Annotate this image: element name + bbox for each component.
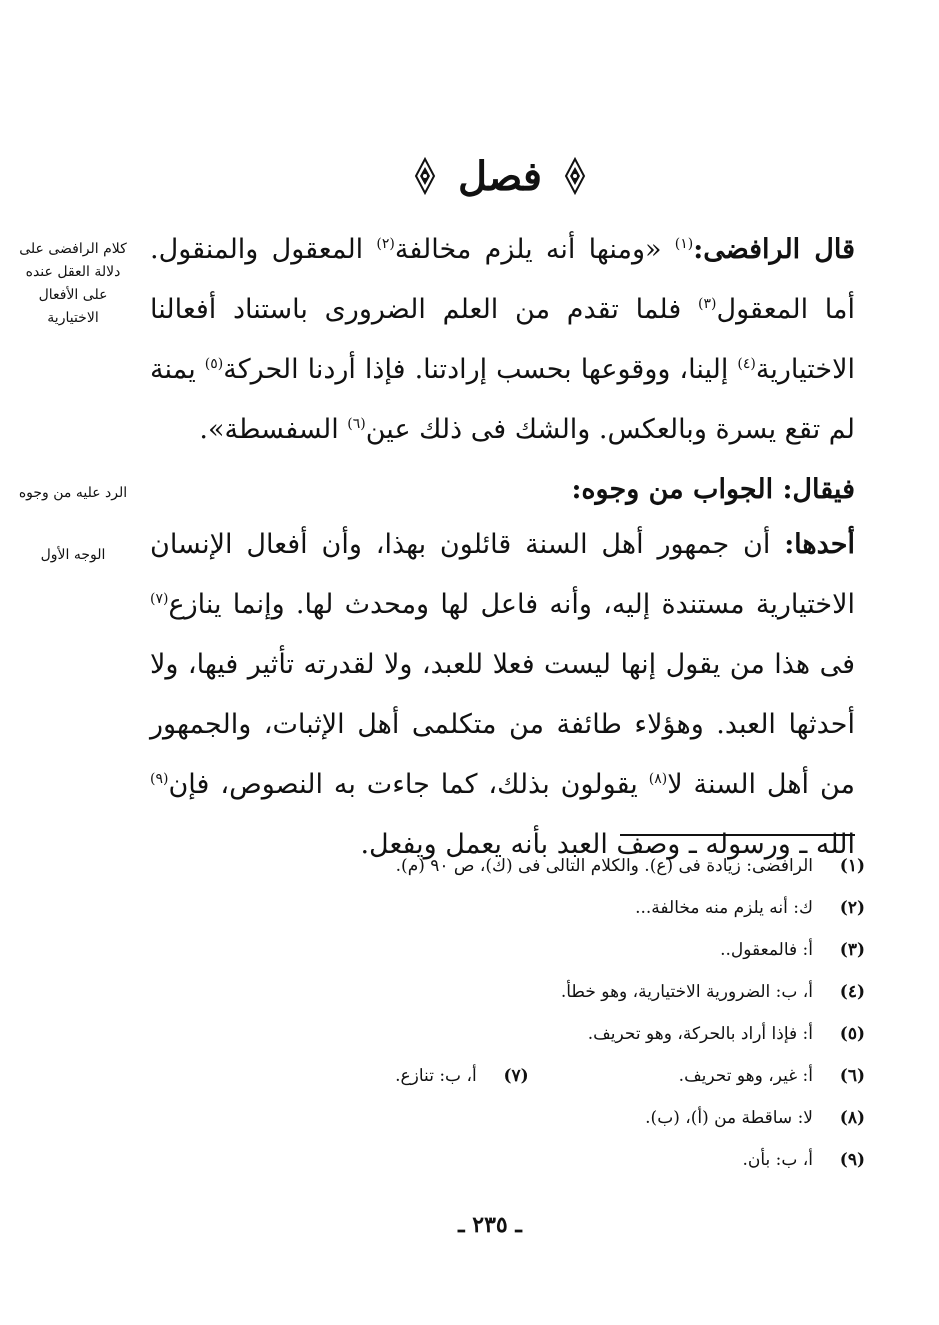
page-number: ـ ٢٣٥ ـ bbox=[458, 1212, 522, 1238]
footnote-text: أ، ب: بأن. bbox=[742, 1150, 813, 1170]
paragraph-rafidi-claim bbox=[150, 220, 855, 460]
footnote-6 bbox=[679, 1055, 865, 1097]
footnote-text: أ، ب: تنازع. bbox=[395, 1066, 477, 1086]
paragraph-lead: قال الرافضى: bbox=[693, 234, 855, 265]
footnote-ref[interactable]: (٦) bbox=[347, 416, 366, 432]
section-heading bbox=[380, 148, 620, 204]
footnote-divider bbox=[620, 834, 855, 836]
footnote-number: (٧) bbox=[503, 1066, 529, 1086]
footnote-ref[interactable]: (٢) bbox=[376, 236, 395, 252]
footnote-text: الرافضى: زيادة فى (ع). والكلام التالى فى (ك)، ص ٩٠ (م). bbox=[395, 856, 813, 876]
footnote-ref[interactable]: (٩) bbox=[150, 771, 169, 787]
footnote-ref[interactable]: (٤) bbox=[737, 356, 756, 372]
footnote-number: (١) bbox=[839, 856, 865, 876]
paragraph-text: المعقول والمنقول. أما المعقول bbox=[150, 234, 855, 325]
footnote-ref[interactable]: (٥) bbox=[204, 356, 224, 372]
ornament-left-icon bbox=[410, 157, 440, 195]
paragraph-text: إلينا، ووقوعها بحسب إرادتنا. فإذا أردنا الحركة bbox=[223, 354, 738, 385]
paragraph-lead: أحدها: bbox=[784, 529, 855, 560]
footnote-text: أ: فإذا أراد بالحركة، وهو تحريف. bbox=[587, 1024, 813, 1044]
footnotes bbox=[200, 845, 865, 1181]
paragraph-text: «ومنها أنه يلزم مخالفة bbox=[394, 234, 675, 265]
paragraph-text: فى هذا من يقول إنها ليست فعلا للعبد، ولا لقدرته تأثير فيها، ولا أحدثها العبد. وهؤلاء طائفة من متكلمى أهل الإثبات، والجمهور من أهل السنة لا bbox=[150, 649, 855, 800]
footnote-2 bbox=[200, 887, 865, 929]
paragraph-text: يقولون بذلك، كما جاءت به النصوص، فإن bbox=[168, 769, 649, 800]
footnote-7 bbox=[395, 1055, 529, 1097]
paragraph-answer-intro bbox=[150, 460, 855, 520]
footnote-3 bbox=[200, 929, 865, 971]
footnote-number: (٦) bbox=[839, 1066, 865, 1086]
footnote-1 bbox=[200, 845, 865, 887]
paragraph-lead: فيقال: الجواب من وجوه: bbox=[571, 474, 855, 505]
footnote-number: (٩) bbox=[839, 1150, 865, 1170]
footnote-9 bbox=[200, 1139, 865, 1181]
paragraph-text: السفسطة». bbox=[199, 414, 348, 445]
footnote-ref[interactable]: (٣) bbox=[698, 296, 717, 312]
paragraph-first-aspect bbox=[150, 515, 855, 875]
footnote-ref[interactable]: (٧) bbox=[150, 591, 169, 607]
footnote-number: (٤) bbox=[839, 982, 865, 1002]
ornament-right-icon bbox=[560, 157, 590, 195]
section-title: فصل bbox=[457, 152, 543, 200]
paragraph-text: يمنة لم تقع يسرة وبالعكس. والشك فى ذلك عين bbox=[150, 354, 855, 445]
footnote-text: ك: أنه يلزم منه مخالفة... bbox=[635, 898, 813, 918]
footnote-number: (٨) bbox=[839, 1108, 865, 1128]
footnote-row-6-7 bbox=[200, 1055, 865, 1097]
footnote-text: لا: ساقطة من (أ)، (ب). bbox=[645, 1108, 813, 1128]
footnote-number: (٥) bbox=[839, 1024, 865, 1044]
margin-note-response: الرد عليه من وجوه bbox=[18, 485, 128, 501]
paragraph-text: الله ـ ورسوله ـ وصف العبد بأنه يعمل ويفعل. bbox=[360, 829, 855, 860]
footnote-ref[interactable]: (٨) bbox=[648, 771, 668, 787]
footnote-5 bbox=[200, 1013, 865, 1055]
footnote-text: أ: فالمعقول.. bbox=[720, 940, 813, 960]
margin-note-rafidi: كلام الرافضى على دلالة العقل عنده على الأفعال الاختيارية bbox=[19, 241, 127, 326]
footnote-ref[interactable]: (١) bbox=[674, 236, 694, 252]
margin-note-first-aspect: الوجه الأول bbox=[40, 547, 106, 563]
footnote-number: (٢) bbox=[839, 898, 865, 918]
footnote-number: (٣) bbox=[839, 940, 865, 960]
footnote-text: أ: غير، وهو تحريف. bbox=[678, 1066, 813, 1086]
footnote-8 bbox=[200, 1097, 865, 1139]
paragraph-text: فلما تقدم من العلم الضرورى باستناد أفعالنا الاختيارية bbox=[150, 294, 855, 385]
paragraph-text: أن جمهور أهل السنة قائلون بهذا، وأن أفعال الإنسان الاختيارية مستندة إليه، وأنه فاعل لها ومحدث لها. وإنما ينازع bbox=[150, 529, 855, 620]
footnote-4 bbox=[200, 971, 865, 1013]
footnote-text: أ، ب: الضرورية الاختيارية، وهو خطأ. bbox=[560, 982, 813, 1002]
